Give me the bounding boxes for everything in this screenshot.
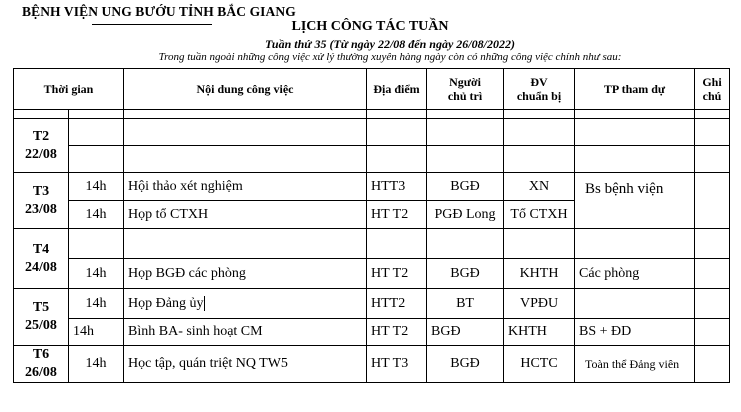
host-cell: BGĐ	[427, 319, 504, 346]
header-row	[14, 69, 730, 110]
note-cell	[695, 346, 730, 383]
day-cell-t4	[14, 229, 69, 289]
attend-cell: Toàn thể Đảng viên	[575, 346, 695, 383]
col-host-header-line1: Người	[449, 75, 481, 89]
note-cell	[695, 259, 730, 289]
unit-cell: VPĐU	[504, 289, 575, 319]
table-row	[14, 259, 730, 289]
day-date: 22/08	[25, 146, 57, 162]
unit-cell: HCTC	[504, 346, 575, 383]
content-text: Họp Đảng ủy	[128, 295, 204, 311]
time-cell: 14h	[69, 201, 124, 229]
content-cell[interactable]	[124, 289, 367, 319]
col-note-header	[695, 69, 730, 110]
attend-cell: BS + ĐD	[575, 319, 695, 346]
time-cell: 14h	[69, 346, 124, 383]
col-attend-header: TP tham dự	[575, 69, 695, 110]
table-row	[14, 173, 730, 201]
col-note-header-line1: Ghi	[702, 75, 722, 89]
unit-cell: Tổ CTXH	[504, 201, 575, 229]
text-cursor	[204, 296, 205, 311]
day-cell-t6	[14, 346, 69, 383]
place-cell: HT T2	[367, 259, 427, 289]
attend-cell: Bs bệnh viện	[575, 173, 695, 229]
host-cell: BT	[427, 289, 504, 319]
document-title: LỊCH CÔNG TÁC TUẦN	[291, 19, 449, 34]
note-cell	[695, 173, 730, 229]
col-host-header	[427, 69, 504, 110]
host-cell: PGĐ Long	[427, 201, 504, 229]
table-row	[14, 289, 730, 319]
place-cell: HT T3	[367, 346, 427, 383]
day-date: 23/08	[25, 201, 57, 217]
col-unit-header	[504, 69, 575, 110]
unit-cell: XN	[504, 173, 575, 201]
host-cell: BGĐ	[427, 259, 504, 289]
content-cell: Họp tổ CTXH	[124, 201, 367, 229]
day-label: T5	[32, 300, 50, 315]
day-label: T6	[32, 347, 50, 362]
col-time-header: Thời gian	[14, 69, 124, 110]
organization-underline	[92, 24, 212, 25]
day-cell-t2	[14, 119, 69, 173]
attend-cell: Các phòng	[575, 259, 695, 289]
day-date: 25/08	[25, 318, 57, 333]
time-cell: 14h	[69, 173, 124, 201]
table-row	[14, 119, 730, 146]
col-place-header: Địa điểm	[367, 69, 427, 110]
unit-cell: KHTH	[504, 319, 575, 346]
attend-cell	[575, 289, 695, 319]
place-cell: HTT3	[367, 173, 427, 201]
place-cell: HT T2	[367, 319, 427, 346]
time-cell: 14h	[69, 289, 124, 319]
host-cell: BGĐ	[427, 346, 504, 383]
content-cell: Bình BA- sinh hoạt CM	[124, 319, 367, 346]
place-cell: HTT2	[367, 289, 427, 319]
table-row	[14, 346, 730, 383]
organization-name: BỆNH VIỆN UNG BƯỚU TỈNH BẮC GIANG	[22, 4, 296, 19]
table-row	[14, 229, 730, 259]
intro-text: Trong tuần ngoài những công việc xử lý thường xuyên hàng ngày còn có những công việc chính như sau:	[158, 51, 622, 63]
col-host-header-line2: chủ trì	[447, 89, 483, 103]
table-row	[14, 146, 730, 173]
schedule-table	[13, 68, 730, 383]
day-label: T2	[32, 128, 50, 144]
host-cell: BGĐ	[427, 173, 504, 201]
content-cell: Học tập, quán triệt NQ TW5	[124, 346, 367, 383]
time-cell: 14h	[69, 319, 124, 346]
week-range: Tuần thứ 35 (Từ ngày 22/08 đến ngày 26/08/2022)	[265, 37, 515, 51]
time-cell: 14h	[69, 259, 124, 289]
day-label: T3	[32, 183, 50, 199]
spacer-row	[14, 110, 730, 119]
day-date: 26/08	[25, 365, 57, 380]
col-unit-header-line1: ĐV	[530, 75, 548, 89]
day-label: T4	[32, 241, 50, 257]
content-cell: Họp BGĐ các phòng	[124, 259, 367, 289]
note-cell	[695, 289, 730, 319]
day-cell-t3	[14, 173, 69, 229]
table-row	[14, 319, 730, 346]
place-cell: HT T2	[367, 201, 427, 229]
note-cell	[695, 319, 730, 346]
col-note-header-line2: chú	[702, 89, 722, 103]
col-unit-header-line2: chuẩn bị	[516, 89, 562, 103]
col-content-header: Nội dung công việc	[124, 69, 367, 110]
content-cell: Hội thảo xét nghiệm	[124, 173, 367, 201]
day-date: 24/08	[25, 259, 57, 275]
unit-cell: KHTH	[504, 259, 575, 289]
day-cell-t5	[14, 289, 69, 346]
